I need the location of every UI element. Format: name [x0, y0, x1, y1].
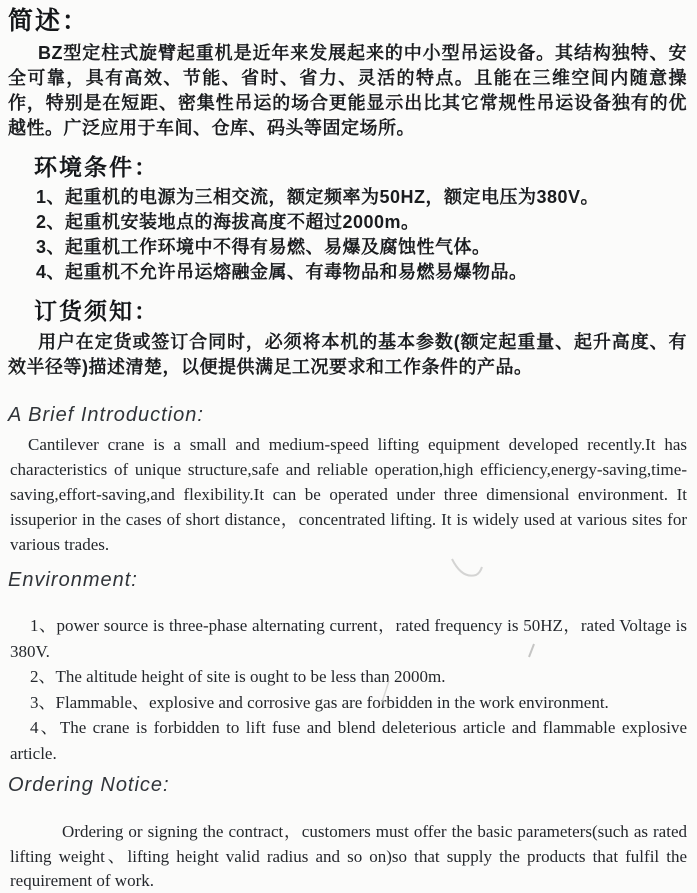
en-environment-item-4: 4、The crane is forbidden to lift fuse and blend deleterious article and flammable explosive article. — [10, 718, 687, 763]
cn-environment-item-1: 1、起重机的电源为三相交流，额定频率为50HZ，额定电压为380V。 — [36, 187, 600, 207]
cn-environment-item-2: 2、起重机安装地点的海拔高度不超过2000m。 — [36, 212, 420, 232]
en-ordering-heading: Ordering Notice: — [8, 774, 170, 796]
cn-environment-item-3: 3、起重机工作环境中不得有易燃、易爆及腐蚀性气体。 — [36, 237, 491, 257]
en-environment-list — [10, 613, 687, 766]
en-environment-item-2: 2、The altitude height of site is ought to be less than 2000m. — [30, 667, 446, 686]
cn-intro-heading: 简述： — [8, 7, 90, 35]
cn-ordering-heading: 订货须知： — [34, 298, 159, 324]
en-intro-heading: A Brief Introduction: — [8, 404, 204, 426]
en-environment-item-3: 3、Flammable、explosive and corrosive gas are forbidden in the work environment. — [30, 692, 609, 712]
cn-intro-paragraph: BZ型定柱式旋臂起重机是近年来发展起来的中小型吊运设备。其结构独特、安全可靠，具有高效、节能、省时、省力、灵活的特点。且能在三维空间内随意操作，特别是在短距、密集性吊运的场合更能显示出比其它常规性吊运设备独有的优越性。广泛应用于车间、仓库、码头等固定场所。 — [8, 43, 687, 138]
en-environment-heading: Environment: — [8, 569, 138, 591]
en-environment-item-1: 1、power source is three-phase alternating current，rated frequency is 50HZ，rated Voltage is 380V. — [10, 616, 687, 661]
cn-environment-item-4: 4、起重机不允许吊运熔融金属、有毒物品和易燃易爆物品。 — [36, 262, 528, 282]
en-ordering-paragraph: Ordering or signing the contract，customers must offer the basic parameters(such as rated lifting weight、lifting height valid radius and so on)so that supply the products that fulfil the requirement of work. — [10, 822, 687, 890]
en-intro-paragraph: Cantilever crane is a small and medium-speed lifting equipment developed recently.It has characteristics of unique structure,safe and reliable operation,high efficiency,energy-saving,time-saving,effort-saving,and flexibility.It can be operated under three dimensional environment. It issuperior in the cases of short distance，concentrated lifting. It is widely used at various sites for various trades. — [10, 435, 687, 554]
cn-ordering-paragraph: 用户在定货或签订合同时，必须将本机的基本参数(额定起重量、起升高度、有效半径等)描述清楚，以便提供满足工况要求和工作条件的产品。 — [8, 332, 687, 377]
cn-environment-heading: 环境条件： — [34, 154, 159, 180]
cn-environment-list — [8, 185, 687, 285]
